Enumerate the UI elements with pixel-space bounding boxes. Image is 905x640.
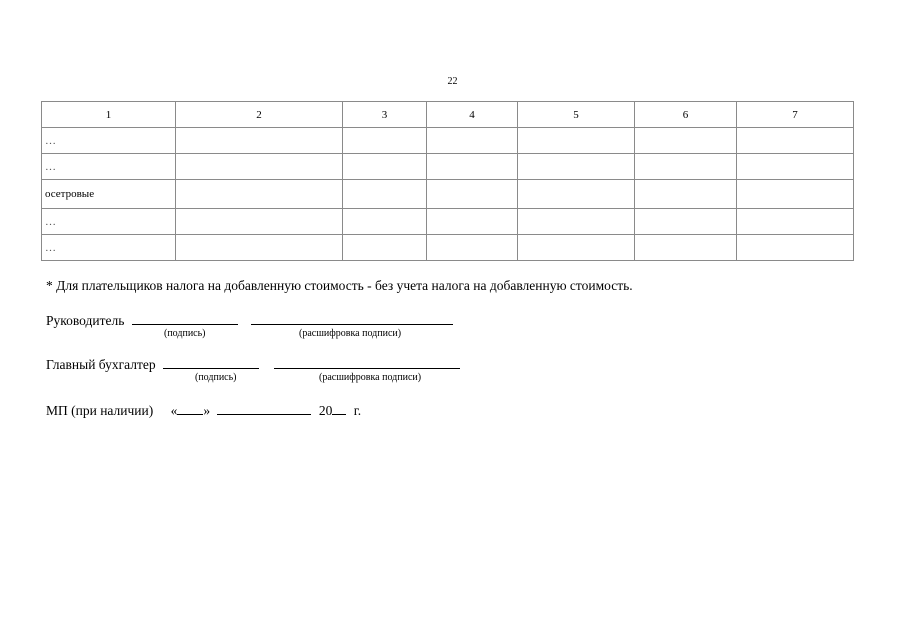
head-label: Руководитель xyxy=(46,313,125,328)
table-cell xyxy=(176,180,343,209)
table-cell xyxy=(343,180,427,209)
year-blank[interactable] xyxy=(332,402,346,415)
day-blank[interactable] xyxy=(177,402,203,415)
row-label: … xyxy=(42,235,176,261)
column-header: 1 xyxy=(42,102,176,128)
table-cell xyxy=(427,128,518,154)
head-decoding-caption: (расшифровка подписи) xyxy=(299,328,402,339)
row-label: … xyxy=(42,128,176,154)
head-signature-line xyxy=(46,312,453,329)
table-cell xyxy=(343,235,427,261)
stamp-label: МП (при наличии) xyxy=(46,403,154,418)
quote-close: » xyxy=(203,403,211,418)
table-row xyxy=(42,154,854,180)
column-header: 6 xyxy=(635,102,737,128)
row-label: … xyxy=(42,154,176,180)
quote-open: « xyxy=(170,403,178,418)
table-cell xyxy=(427,154,518,180)
column-header: 2 xyxy=(176,102,343,128)
table-cell xyxy=(737,209,854,235)
table-cell xyxy=(635,154,737,180)
stamp-date-line xyxy=(46,402,361,419)
accountant-signature-caption: (подпись) xyxy=(195,372,237,383)
table-cell xyxy=(343,128,427,154)
accountant-label: Главный бухгалтер xyxy=(46,357,156,372)
page-number: 22 xyxy=(447,76,458,87)
table-cell xyxy=(737,180,854,209)
table-cell xyxy=(635,128,737,154)
head-signature-caption: (подпись) xyxy=(164,328,206,339)
month-blank[interactable] xyxy=(217,402,311,415)
accountant-decoding-caption: (расшифровка подписи) xyxy=(319,372,422,383)
table-row xyxy=(42,128,854,154)
table-cell xyxy=(343,154,427,180)
table-cell xyxy=(427,209,518,235)
table-cell xyxy=(635,180,737,209)
table-cell xyxy=(427,180,518,209)
table-header-row xyxy=(42,102,854,128)
table-cell xyxy=(176,154,343,180)
table-row xyxy=(42,180,854,209)
table-cell xyxy=(635,209,737,235)
table-cell xyxy=(176,209,343,235)
table-row xyxy=(42,209,854,235)
row-label: … xyxy=(42,209,176,235)
data-table xyxy=(41,101,854,261)
table-cell xyxy=(737,154,854,180)
row-label: осетровые xyxy=(42,180,176,209)
vat-footnote: * Для плательщиков налога на добавленную стоимость - без учета налога на добавленную стоимость. xyxy=(46,278,633,293)
head-decoding-blank[interactable] xyxy=(251,312,453,325)
table-cell xyxy=(518,154,635,180)
column-header: 7 xyxy=(737,102,854,128)
table-cell xyxy=(737,128,854,154)
column-header: 5 xyxy=(518,102,635,128)
table-row xyxy=(42,235,854,261)
table-cell xyxy=(635,235,737,261)
table-cell xyxy=(518,209,635,235)
table-cell xyxy=(176,235,343,261)
table-cell xyxy=(427,235,518,261)
head-signature-blank[interactable] xyxy=(132,312,238,325)
column-header: 3 xyxy=(343,102,427,128)
table-cell xyxy=(518,180,635,209)
table-cell xyxy=(176,128,343,154)
accountant-signature-line xyxy=(46,356,460,373)
table-cell xyxy=(518,235,635,261)
column-header: 4 xyxy=(427,102,518,128)
year-suffix: г. xyxy=(353,403,362,418)
table-cell xyxy=(343,209,427,235)
year-prefix: 20 xyxy=(318,403,333,418)
accountant-signature-blank[interactable] xyxy=(163,356,259,369)
table-cell xyxy=(518,128,635,154)
accountant-decoding-blank[interactable] xyxy=(274,356,460,369)
table-cell xyxy=(737,235,854,261)
